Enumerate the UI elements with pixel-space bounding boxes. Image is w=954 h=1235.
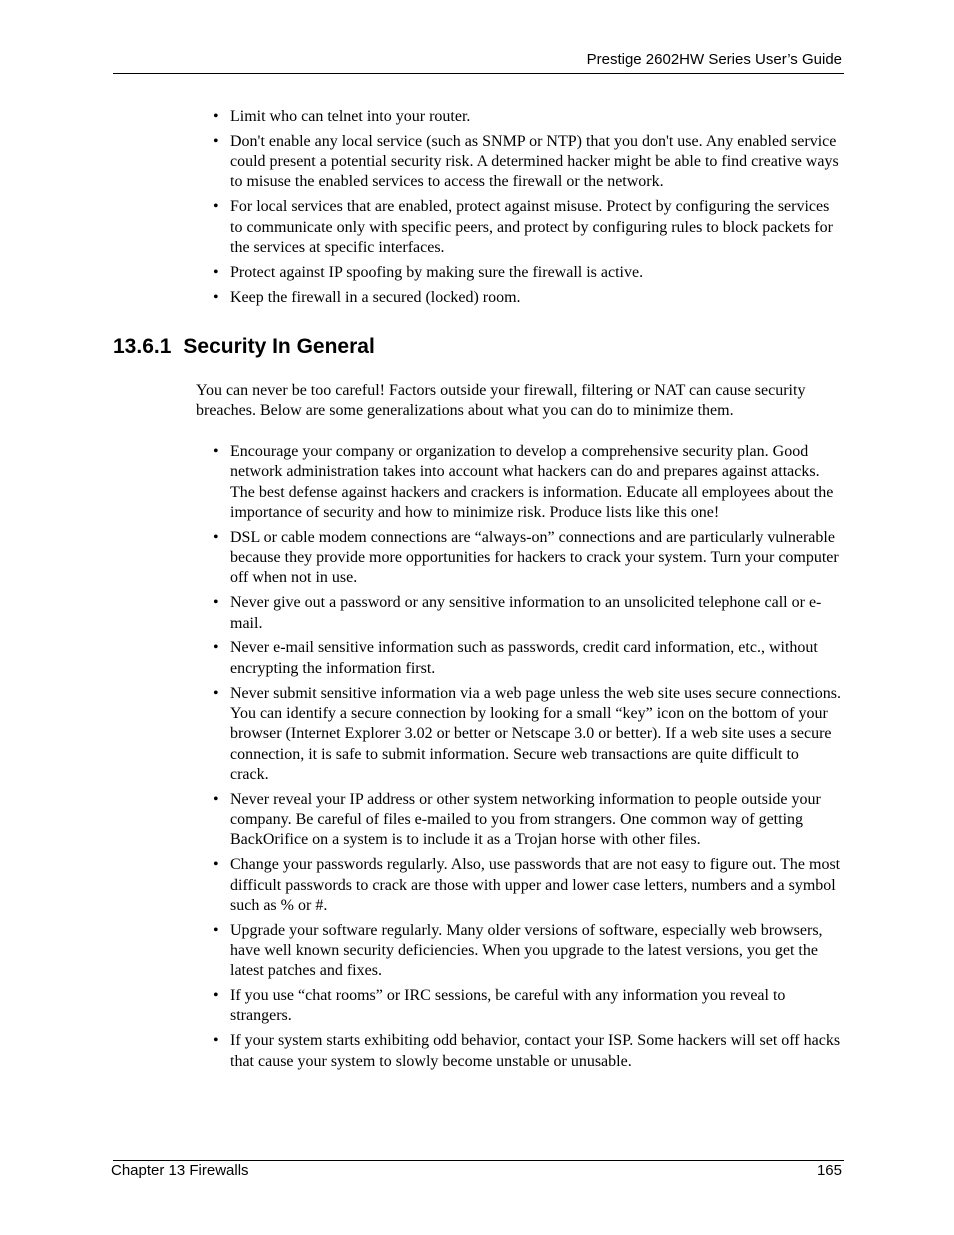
list-item-text: Never give out a password or any sensitive information to an unsolicited telephone call or e-mail. xyxy=(230,594,822,632)
list-item-text: Never e-mail sensitive information such as passwords, credit card information, etc., without encrypting the information first. xyxy=(230,639,818,677)
bullet-marker: • xyxy=(213,288,219,306)
list-item-text: Encourage your company or organization to develop a comprehensive security plan. Good network administration takes into account what hackers can do and prepares against attacks. The best defense against hackers and crackers is information. Educate all employees about the importance of security and how to minimize risk. Produce lists like this one! xyxy=(230,443,834,521)
bullet-marker: • xyxy=(213,684,219,702)
header-divider xyxy=(113,73,844,74)
bullet-marker: • xyxy=(213,921,219,939)
list-item xyxy=(213,442,841,523)
list-item xyxy=(213,107,841,127)
bullet-marker: • xyxy=(213,594,219,612)
list-item-text: Limit who can telnet into your router. xyxy=(230,108,471,125)
list-item xyxy=(213,1031,841,1072)
list-item xyxy=(213,790,841,851)
list-item xyxy=(213,288,841,308)
bullet-marker: • xyxy=(213,263,219,281)
security-tips-list xyxy=(213,442,841,1077)
section-intro-paragraph: You can never be too careful! Factors outside your firewall, filtering or NAT can cause security breaches. Below are some generalizations about what you can do to minimize them. xyxy=(196,382,806,420)
bullet-marker: • xyxy=(213,198,219,216)
footer-divider xyxy=(113,1160,844,1161)
bullet-marker: • xyxy=(213,790,219,808)
list-item-text: Don't enable any local service (such as SNMP or NTP) that you don't use. Any enabled service could present a potential security risk. A determined hacker might be able to find creative ways to misuse the enabled services to access the firewall or the network. xyxy=(230,132,839,191)
section-heading xyxy=(113,334,375,360)
bullet-marker: • xyxy=(213,639,219,657)
list-item-text: Upgrade your software regularly. Many older versions of software, especially web browsers, have well known security deficiencies. When you upgrade to the latest versions, you get the latest patches and fixes. xyxy=(230,921,823,980)
list-item xyxy=(213,197,841,258)
footer-chapter: Chapter 13 Firewalls xyxy=(111,1162,249,1179)
list-item xyxy=(213,593,841,634)
bullet-marker: • xyxy=(213,987,219,1005)
list-item xyxy=(213,684,841,785)
list-item-text: Keep the firewall in a secured (locked) room. xyxy=(230,288,521,306)
list-item xyxy=(213,263,841,283)
list-item-text: If you use “chat rooms” or IRC sessions, be careful with any information you reveal to strangers. xyxy=(230,987,786,1025)
bullet-marker: • xyxy=(213,132,219,150)
list-item-text: If your system starts exhibiting odd behavior, contact your ISP. Some hackers will set off hacks that cause your system to slowly become unstable or unusable. xyxy=(230,1032,841,1070)
list-item-text: Never reveal your IP address or other system networking information to people outside your company. Be careful of files e-mailed to you from strangers. One common way of getting BackOrifice on a system is to include it as a Trojan horse with other files. xyxy=(230,790,821,849)
bullet-marker: • xyxy=(213,856,219,874)
page-number: 165 xyxy=(816,1162,842,1179)
list-item xyxy=(213,528,841,589)
list-item-text: For local services that are enabled, protect against misuse. Protect by configuring the services to communicate only with specific peers, and protect by configuring rules to block packets for the services at specific interfaces. xyxy=(230,198,833,256)
list-item xyxy=(213,986,841,1027)
section-number: 13.6.1 xyxy=(113,335,172,358)
list-item-text: DSL or cable modem connections are “always-on” connections and are particularly vulnerable because they provide more opportunities for hackers to crack your system. Turn your computer off when not in use. xyxy=(230,528,839,587)
bullet-marker: • xyxy=(213,1032,219,1050)
firewall-tips-list xyxy=(213,107,841,313)
running-header-title: Prestige 2602HW Series User’s Guide xyxy=(586,51,842,68)
list-item xyxy=(213,132,841,193)
list-item xyxy=(213,921,841,982)
bullet-marker: • xyxy=(213,443,219,460)
list-item-text: Change your passwords regularly. Also, use passwords that are not easy to figure out. The most difficult passwords to crack are those with upper and lower case letters, numbers and a symbol such as % or #. xyxy=(230,856,841,914)
list-item xyxy=(213,638,841,679)
list-item-text: Never submit sensitive information via a web page unless the web site uses secure connections. You can identify a secure connection by looking for a small “key” icon on the bottom of your browser (Internet Explorer 3.02 or better or Netscape 3.0 or better). If a web site uses a secure connection, it is safe to submit information. Secure web transactions are quite difficult to crack. xyxy=(230,684,841,783)
list-item-text: Protect against IP spoofing by making sure the firewall is active. xyxy=(230,263,644,281)
bullet-marker: • xyxy=(213,108,219,125)
list-item xyxy=(213,855,841,916)
bullet-marker: • xyxy=(213,528,219,546)
section-title: Security In General xyxy=(183,335,375,358)
